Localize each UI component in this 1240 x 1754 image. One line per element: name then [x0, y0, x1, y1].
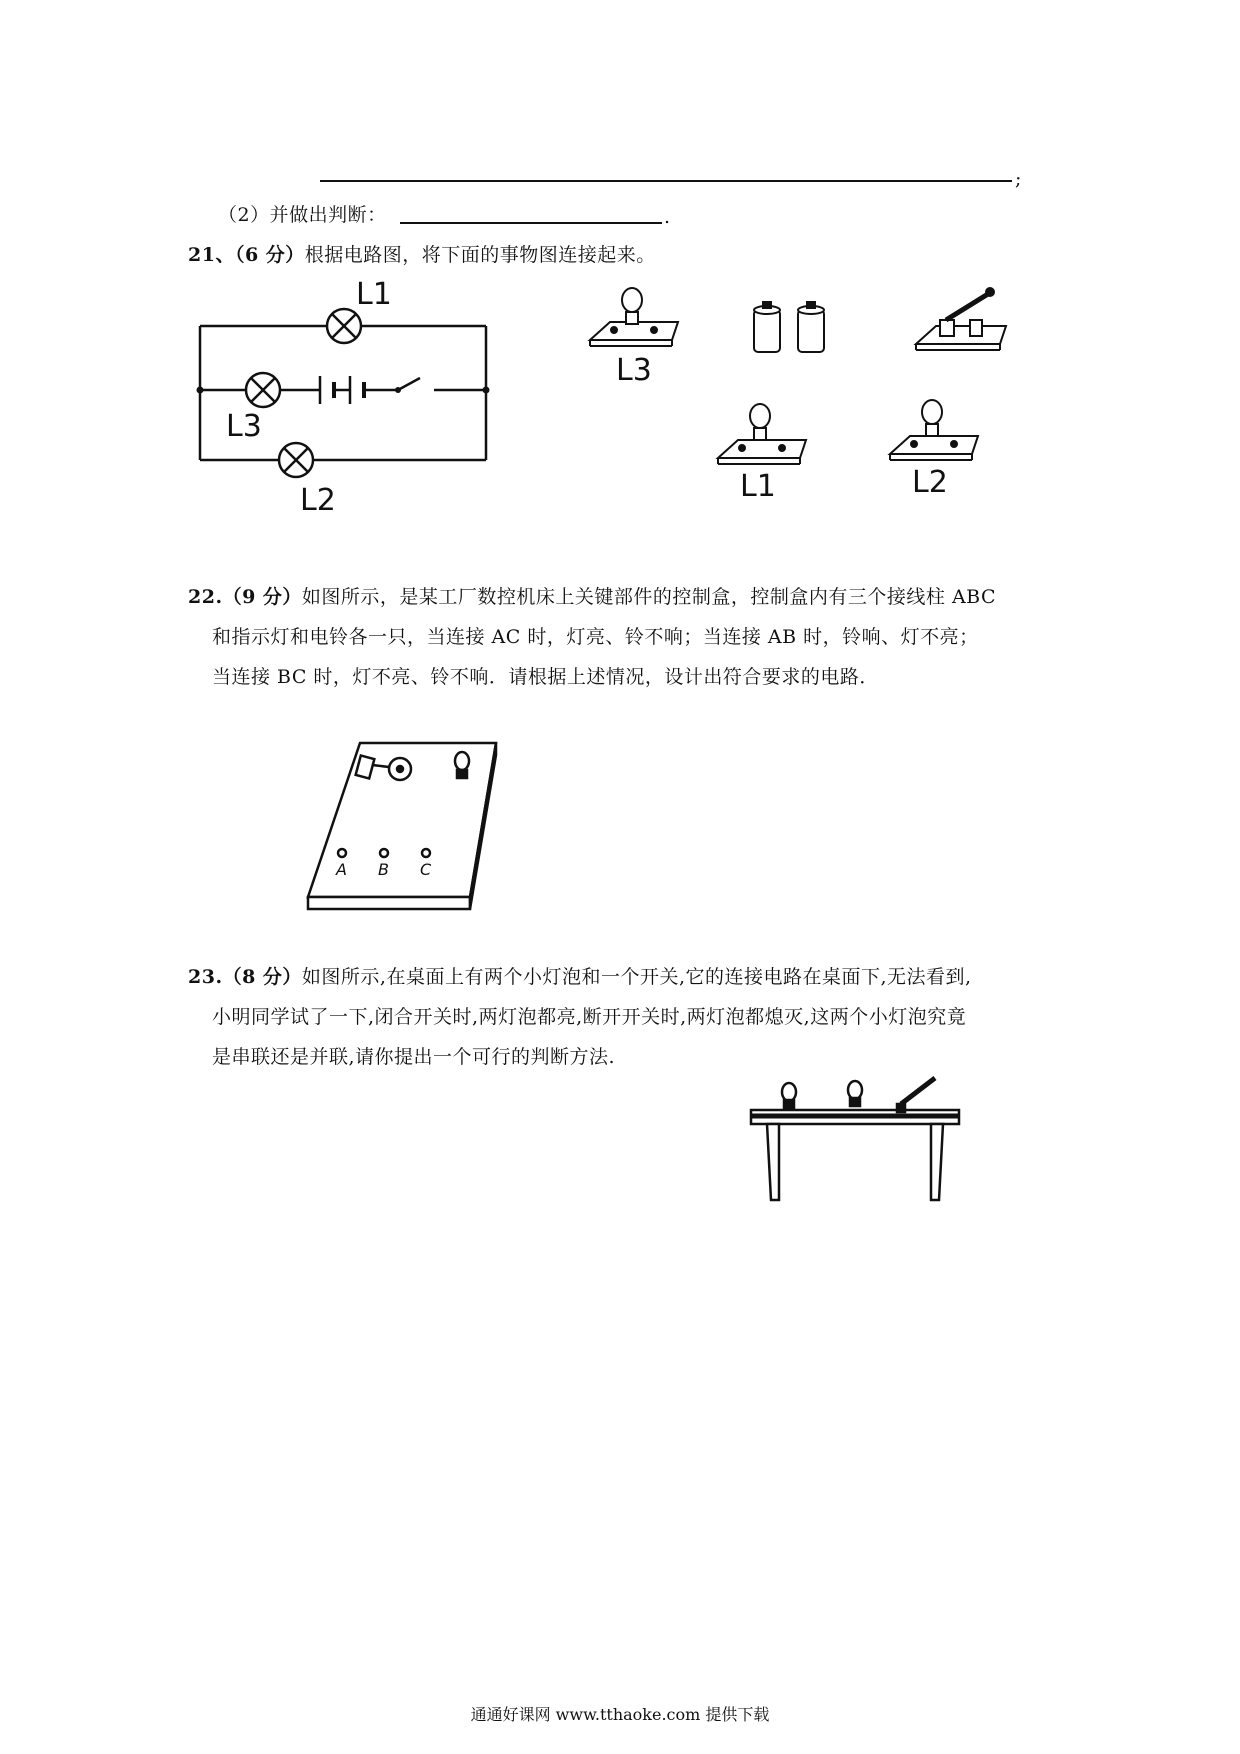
q21-prompt: 根据电路图，将下面的事物图连接起来。 — [304, 244, 656, 266]
q21-text — [188, 236, 656, 274]
component-drawings — [570, 270, 1030, 520]
page-footer: 通通好课网 www.tthaoke.com 提供下载 — [470, 1705, 770, 1724]
q21-score: （6 分） — [234, 244, 305, 266]
q22-number: 22. — [188, 586, 223, 608]
table-bulb-1 — [782, 1083, 796, 1108]
bulb-icon — [455, 752, 469, 770]
terminal-label-a: A — [336, 860, 347, 879]
lamp-l3-symbol — [246, 373, 280, 407]
circuit-label-l3: L3 — [226, 409, 262, 444]
lamp-board-l3 — [590, 288, 678, 346]
terminal-b — [380, 849, 388, 857]
terminal-c — [422, 849, 430, 857]
q21-number: 21、 — [188, 244, 235, 266]
q23-number: 23. — [188, 966, 223, 988]
q22-score: （9 分） — [222, 586, 302, 608]
lamp-l2-symbol — [279, 443, 313, 477]
answer-line-1-end: ; — [1015, 168, 1022, 190]
q20-part2-label: （2）并做出判断： — [218, 204, 387, 226]
answer-line-2[interactable] — [400, 222, 662, 224]
terminal-label-c: C — [420, 860, 432, 879]
q22-line2: 和指示灯和电铃各一只，当连接 AC 时，灯亮、铃不响；当连接 AB 时，铃响、灯不亮； — [212, 626, 979, 648]
knife-switch — [916, 288, 1006, 350]
circuit-diagram — [190, 270, 500, 520]
q23-text-1: 如图所示,在桌面上有两个小灯泡和一个开关,它的连接电路在桌面下,无法看到, — [301, 966, 972, 988]
object-label-l3: L3 — [616, 353, 652, 388]
lamp-board-l1 — [718, 404, 806, 464]
lamp-board-l2 — [890, 400, 978, 460]
control-box-drawing — [300, 735, 510, 915]
switch-contact — [395, 387, 401, 393]
table-bulb-2 — [848, 1081, 862, 1106]
terminal-a — [338, 849, 346, 857]
object-label-l1: L1 — [740, 469, 776, 504]
q23-line2: 小明同学试了一下,闭合开关时,两灯泡都亮,断开开关时,两灯泡都熄灭,这两个小灯泡究竟 — [212, 1006, 967, 1028]
answer-line-1[interactable] — [320, 180, 1012, 182]
object-label-l2: L2 — [912, 465, 948, 500]
q23-line3: 是串联还是并联,请你提出一个可行的判断方法. — [212, 1046, 616, 1068]
circuit-label-l2: L2 — [300, 483, 336, 518]
q23-line1 — [188, 958, 972, 996]
lamp-l1-symbol — [327, 309, 361, 343]
answer-line-2-end: . — [664, 206, 671, 228]
battery-cells — [754, 302, 824, 352]
q22-line3: 当连接 BC 时，灯不亮、铃不响．请根据上述情况，设计出符合要求的电路． — [212, 666, 879, 688]
q22-line1 — [188, 578, 996, 616]
table-drawing — [745, 1070, 965, 1210]
table-switch — [897, 1078, 935, 1112]
terminal-label-b: B — [378, 860, 389, 879]
circuit-label-l1: L1 — [356, 277, 392, 312]
q22-text-1: 如图所示，是某工厂数控机床上关键部件的控制盒，控制盒内有三个接线柱 ABC — [301, 586, 997, 608]
q23-score: （8 分） — [222, 966, 302, 988]
